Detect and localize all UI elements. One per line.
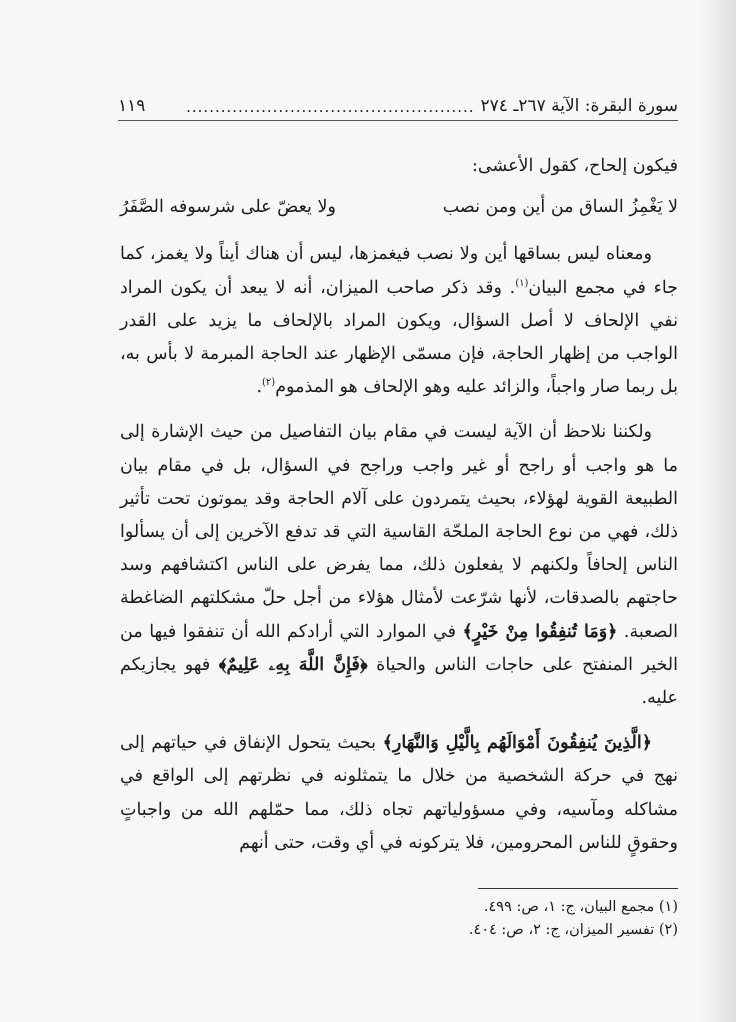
footnote-ref-1: (١) bbox=[515, 277, 529, 289]
intro-line: فيكون إلحاح، كقول الأعشى: bbox=[472, 156, 678, 176]
page-number: ١١٩ bbox=[118, 96, 146, 116]
paragraph-1 bbox=[120, 238, 678, 404]
footnote-1: (١) مجمع البيان، ج: ١، ص: ٤٩٩. bbox=[483, 899, 678, 915]
running-header bbox=[118, 84, 678, 116]
paragraph-2-part-a: ولكننا نلاحظ أن الآية ليست في مقام بيان التفاصيل من حيث الإشارة إلى ما هو واجب أو راجح أو غير واجب وراجح في السؤال، بل في مقام بيان الطبيعة القوية لهؤلاء، بحيث يتمردون على آلام الحاجة وقد يموتون تحت تأثير ذلك، فهي من نوع الحاجة الملحّة القاسية التي قد تدفع الآخرين إلى أن يسألوا الناس إلحافاً ولكنهم لا يفعلون ذلك، مما يفرض على الناس اكتشافهم وسد حاجتهم بالصدقات، لأنها شرّعت لأمثال هؤلاء من أجل حلّ مشكلتهم الضاغطة الصعبة. bbox=[120, 422, 678, 642]
quran-quote-3: ﴿الَّذِينَ يُنفِقُونَ أَمْوَالَهُم بِالَّيْلِ وَالنَّهَارِ﴾ bbox=[382, 733, 652, 754]
paragraph-2 bbox=[120, 416, 678, 715]
main-text bbox=[120, 150, 678, 860]
quran-quote-2: ﴿فَإِنَّ اللَّهَ بِهِۦ عَلِيمٌ﴾ bbox=[218, 654, 368, 675]
footnotes bbox=[300, 896, 678, 942]
running-title: سورة البقرة: الآية ٢٦٧ـ ٢٧٤ bbox=[480, 96, 678, 116]
poem-second-hemistich: ولا يعضّ على شرسوفه الصَّفَرُ bbox=[120, 197, 336, 218]
paragraph-2-part-b: في الموارد التي أرادكم الله أن تنفقوا فيها من الخير المنفتح على حاجات الناس والحياة bbox=[120, 621, 678, 675]
header-rule bbox=[118, 120, 678, 121]
footnote-2: (٢) تفسير الميزان، ج: ٢، ص: ٤٠٤. bbox=[468, 922, 678, 938]
paragraph-1-part-b: . وقد ذكر صاحب الميزان، أنه لا يبعد أن يكون المراد نفي الإلحاف لا أصل السؤال، ويكون المراد بالإلحاف ما يزيد على القدر الواجب من إظهار الحاجة، فإن مسمّى الإظهار عند الحاجة المبرمة لا بأس به، بل ربما صار واجباً، والزائد عليه وهو الإلحاف هو المذموم bbox=[120, 277, 678, 398]
poem-first-hemistich: لا يَغْمِزُ الساق من أين ومن نصب bbox=[442, 197, 678, 218]
page-edge-shadow bbox=[700, 0, 736, 1022]
paragraph-2-part-c: فهو يجازيكم عليه. bbox=[120, 654, 678, 709]
paragraph-1-part-a: ومعناه ليس بساقها أين ولا نصب فيغمزها، ليس أن هناك أيناً ولا يغمز، كما جاء في مجمع البيان bbox=[120, 244, 679, 298]
paragraph-1-end: . bbox=[256, 377, 263, 398]
footnote-rule bbox=[478, 888, 678, 889]
poem-verse bbox=[120, 191, 678, 224]
paragraph-3 bbox=[120, 727, 678, 860]
quran-quote-1: ﴿وَمَا تُنفِقُوا مِنْ خَيْرٍ﴾ bbox=[462, 621, 618, 642]
leader-dots: .................................................. bbox=[186, 98, 475, 116]
paragraph-3-text: بحيث يتحول الإنفاق في حياتهم إلى نهج في حركة الشخصية من خلال ما يتمثلونه في نظرتهم إلى الواقع في مشاكله ومآسيه، وفي مسؤولياتهم تجاه ذلك، مما حمّلهم الله من واجباتٍ وحقوقٍ للناس المحرومين، فلا يتركونه في أي وقت، حتى أنهم bbox=[120, 733, 678, 853]
footnote-ref-2: (٢) bbox=[262, 377, 276, 389]
